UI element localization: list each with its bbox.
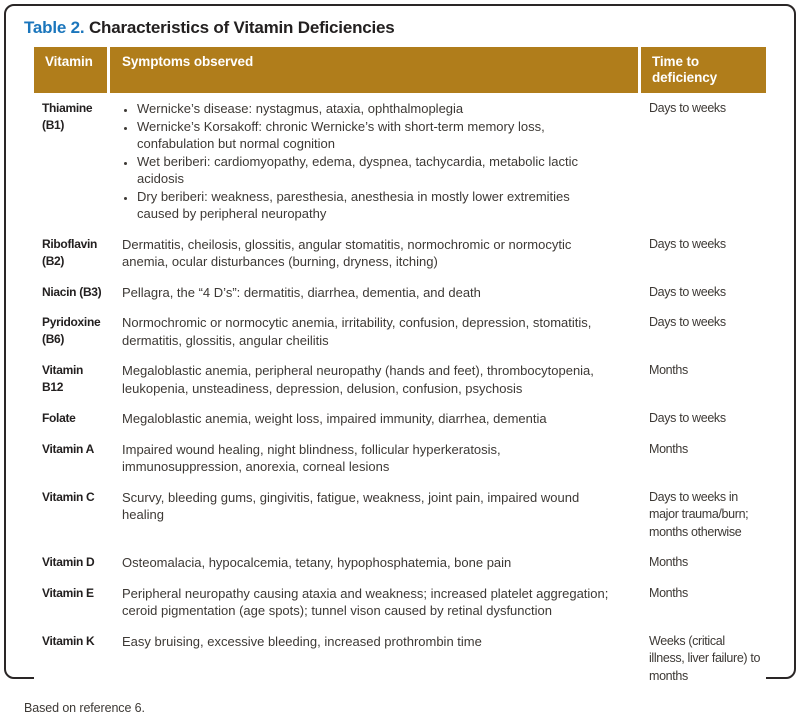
table-title xyxy=(24,17,766,38)
time-cell: Days to weeks xyxy=(649,236,726,251)
symptoms-cell: Easy bruising, excessive bleeding, increased prothrombin time xyxy=(122,633,482,649)
time-cell: Days to weeks xyxy=(649,101,726,115)
vitamin-deficiency-table xyxy=(34,47,766,691)
symptom-bullet: • Wernicke’s Korsakoff: chronic Wernicke’s with short-term memory loss, confabulation but normal cognition xyxy=(136,118,614,153)
vitamin-cell: Vitamin K xyxy=(42,633,95,648)
symptoms-cell: Impaired wound healing, night blindness, follicular hyperkeratosis, immunosuppression, anorexia, corneal lesions xyxy=(122,441,501,474)
time-cell: Days to weeks xyxy=(649,411,726,425)
column-header-vitamin: Vitamin xyxy=(34,47,107,93)
table-title-text: Characteristics of Vitamin Deficiencies xyxy=(88,18,395,37)
vitamin-cell: Riboflavin (B2) xyxy=(42,236,98,268)
vitamin-cell: Thiamine (B1) xyxy=(42,101,93,132)
time-cell: Months xyxy=(649,585,688,600)
vitamin-cell: Vitamin D xyxy=(42,555,95,569)
time-cell: Months xyxy=(649,555,688,569)
time-cell: Weeks (critical illness, liver failure) to months xyxy=(649,633,761,683)
symptoms-cell: Pellagra, the “4 D’s”: dermatitis, diarrhea, dementia, and death xyxy=(122,284,481,300)
vitamin-cell: Niacin (B3) xyxy=(42,284,102,299)
symptom-bullet: • Wet beriberi: cardiomyopathy, edema, dyspnea, tachycardia, metabolic lactic acidosis xyxy=(136,153,614,188)
time-cell: Days to weeks in major trauma/burn; months otherwise xyxy=(649,489,749,539)
vitamin-cell: Pyridoxine (B6) xyxy=(42,315,101,346)
vitamin-cell: Vitamin B12 xyxy=(42,363,84,394)
vitamin-cell: Vitamin E xyxy=(42,585,94,600)
table-figure-frame xyxy=(4,4,796,715)
time-cell: Days to weeks xyxy=(649,284,726,299)
vitamin-cell: Vitamin C xyxy=(42,489,95,504)
symptoms-cell: Dermatitis, cheilosis, glossitis, angular stomatitis, normochromic or normocytic anemia, ocular disturbances (burning, dryness, itching) xyxy=(122,236,572,269)
time-cell: Months xyxy=(649,441,688,456)
vitamin-cell: Folate xyxy=(42,411,76,425)
symptoms-cell: Peripheral neuropathy causing ataxia and weakness; increased platelet aggregation; ceroid pigmentation (age spots); tunnel vison caused by retinal dysfunction xyxy=(122,585,609,618)
vitamin-cell: Vitamin A xyxy=(42,441,94,456)
symptoms-cell: Osteomalacia, hypocalcemia, tetany, hypophosphatemia, bone pain xyxy=(122,555,512,570)
symptoms-cell: Scurvy, bleeding gums, gingivitis, fatigue, weakness, joint pain, impaired wound healing xyxy=(122,489,580,522)
time-cell: Days to weeks xyxy=(649,315,726,329)
table-number-label: Table 2. xyxy=(24,18,85,37)
time-cell: Months xyxy=(649,363,688,377)
symptom-bullet: • Wernicke’s disease: nystagmus, ataxia, ophthalmoplegia xyxy=(136,100,614,118)
table-footnote: Based on reference 6. xyxy=(24,701,145,715)
column-header-symptoms: Symptoms observed xyxy=(110,47,638,93)
symptoms-cell: Megaloblastic anemia, peripheral neuropathy (hands and feet), thrombocytopenia, leukopenia, unsteadiness, depression, delusion, confusion, psychosis xyxy=(122,363,594,396)
symptoms-cell: Normochromic or normocytic anemia, irritability, confusion, depression, stomatitis, dermatitis, glossitis, angular cheilitis xyxy=(122,315,592,348)
symptom-bullet: • Dry beriberi: weakness, paresthesia, anesthesia in mostly lower extremities caused by peripheral neuropathy xyxy=(136,188,614,223)
column-header-time: Time to deficiency xyxy=(641,47,766,93)
symptoms-cell xyxy=(110,95,638,229)
symptoms-cell: Megaloblastic anemia, weight loss, impaired immunity, diarrhea, dementia xyxy=(122,411,547,426)
